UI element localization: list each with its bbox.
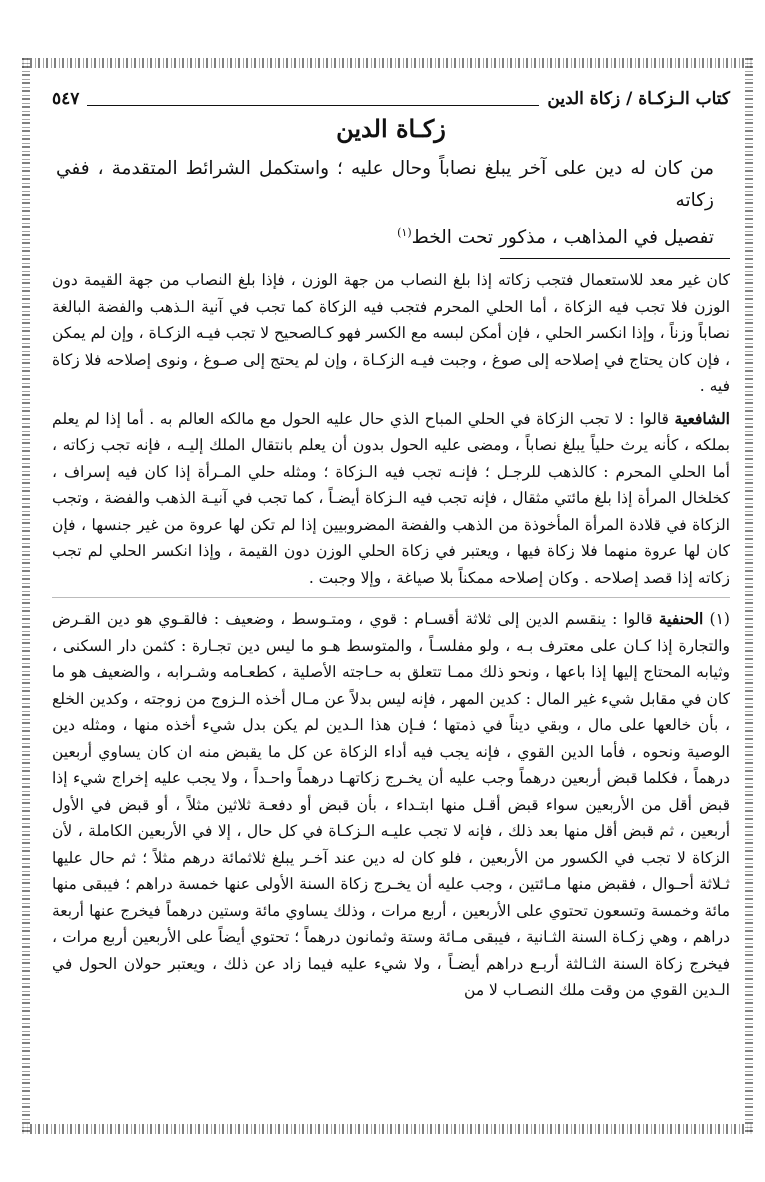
main-paragraph [52,153,730,254]
footnote-hanafi [52,606,730,1004]
main-line-2 [56,217,714,254]
school-name-shafii: الشافعية [674,408,730,428]
footnote-continued: كان غير معد للاستعمال فتجب زكاته إذا بلغ النصاب من جهة الوزن ، فإذا بلغ النصاب من جهة القيمة دون الوزن فلا تجب فيه الزكاة ، أما الحلي المحرم فتجب فيه الزكاة كما تجب في آنية الـذهب والفضة البالغة نصاباً وزناً ، وإذا انكسر الحلي ، فإن أمكن لبسه مع الكسر فهو كـالصحيح لا تجب فيـه الزكـاة ، وإن لم يمكن ، فإن كان يحتاج في إصلاحه إلى صوغ ، وجبت فيـه الزكـاة ، وإن لم يحتج إلى صـوغ ، ونوى إصلاحه فلا زكاة فيه . [52,271,730,396]
hanafi-text: قالوا : ينقسم الدين إلى ثلاثة أقسـام : قوي ، ومتـوسط ، وضعيف : فالقـوي هو دين القـرض والتجارة إذا كـان على معترف بـه ، ولو مفلسـاً ، والمتوسط هـو ما ليس دين تجـارة : كثمن دار السكنى ، وثيابه المحتاج إليها إذا باعها ، ونحو ذلك ممـا تتعلق به حـاجته الأصلية ، كطعـامه وشـرابه ، والضعيف هو ما كان في مقابل شيء غير المال : كدين المهر ، فإنه ليس بدلاً عن مـال أخذه الـزوج من زوجته ، وكدين الخلع ، بأن خالعها على مال ، وبقي ديناً في ذمتها ؛ فـإن هذا الـدين لم يكن بدل شيء أخذه منها ، ومثله دين الوصية ونحوه ، فأما الدين القوي ، فإنه يجب فيه أداء الزكاة عن كل ما يقبض منه ان كان يساوي أربعين درهماً ، فكلما قبض أربعين درهماً وجب عليه أن يخـرج زكاتهـا درهماً واحـداً ، ولا يجب عليه إخراج شيء إذا قبض أقل من الأربعين سواء قبض أقـل منها ابتـداء ، بأن قبض أو دفعـة ثلاثين مثلاً ، أو قبض في الأول أربعين ، ثم قبض أقل منها بعد ذلك ، فإنه لا تجب عليـه الـزكـاة في كل حال ، إلا في الأربعين الكاملة ، لأن الزكاة لا تجب في الكسور من الأربعين ، فلو كان له دين عند آخـر يبلغ ثلاثمائة درهم مثلاً ؛ ثم حال عليها ثـلاثة أحـوال ، فقبض منها مـائتين ، وجب عليه أن يخـرج زكاة السنة الأولى عنها خمسة دراهم ؛ فيبقى منها مائة وخمسة وتسعون تحتوي على الأربعين ، أربع مرات ، وذلك يساوي مائة وستين درهماً فيخرج عنها أربعة دراهم ، وهي زكـاة السنة الثـانية ، فيبقى مـائة وستة وثمانون درهماً ؛ تحتوي أيضاً على الأربعين أربع مرات ، فيخرج زكاة السنة الثـالثة أربـع دراهم أيضـاً ، ولا شيء عليه فيما زاد عن ذلك ، ويعتبر حولان الحول في الـدين القوي من وقت ملك النصـاب لا من [52,610,730,1000]
school-name-hanafi: الحنفية [658,609,704,629]
page-border-right [745,58,753,1134]
footnote-number: (١) [709,610,730,629]
footnote-separator [500,258,730,259]
shafii-text: قالوا : لا تجب الزكاة في الحلي المباح الذي حال عليه الحول مع مالكه العالم به . أما إذا لم يعلم بملكه ، كأنه يرث حلياً يبلغ نصاباً ، ومضى عليه الحول بدون أن يعلم بانتقال الملك إليـه ، فإنه تجب زكاته ، أما الحلي المحرم : كالذهب للرجـل ؛ فإنـه تجب فيه الـزكاة ؛ ومثله حلي المـرأة إذا كان فيه إسراف ، كخلخال المرأة إذا بلغ مائتي مثقال ، فإنه تجب فيه الـزكاة أيضـاً ، كما تجب في آنيـة الذهب والفضة ، وتجب الزكاة في قلادة المرأة المأخوذة من الذهب والفضة المضروبيين إذا لم تكن لها عروة من غير جنسها ، فإن كان لها عروة منهما فلا زكاة فيها ، ويعتبر في زكاة الحلي الوزن دون القيمة ، وإذا انكسر الحلي لم تجب زكاته إذا قصد إصلاحه . وكان إصلاحه ممكناً بلا صياغة ، وإلا وجبت . [52,409,730,587]
book-page [52,86,730,1010]
header-rule [87,93,539,106]
main-line-1: من كان له دين على آخر يبلغ نصاباً وحال عليه ؛ واستكمل الشرائط المتقدمة ، ففي زكاته [56,158,714,211]
main-line-2-text: تفصيل في المذاهب ، مذكور تحت الخط [411,227,714,249]
page-number: ٥٤٧ [52,89,80,109]
running-title: كتاب الـزكـاة / زكاة الدين [547,89,730,109]
footnote-ref-marker[interactable]: (١) [397,226,412,239]
running-header [52,86,730,112]
footnote-divider [52,597,730,598]
footnote-shafii [52,406,730,592]
page-border-top [22,58,753,68]
page-border-bottom [22,1124,753,1134]
chapter-title: زكـاة الدين [336,114,446,143]
page-border-left [22,58,30,1134]
